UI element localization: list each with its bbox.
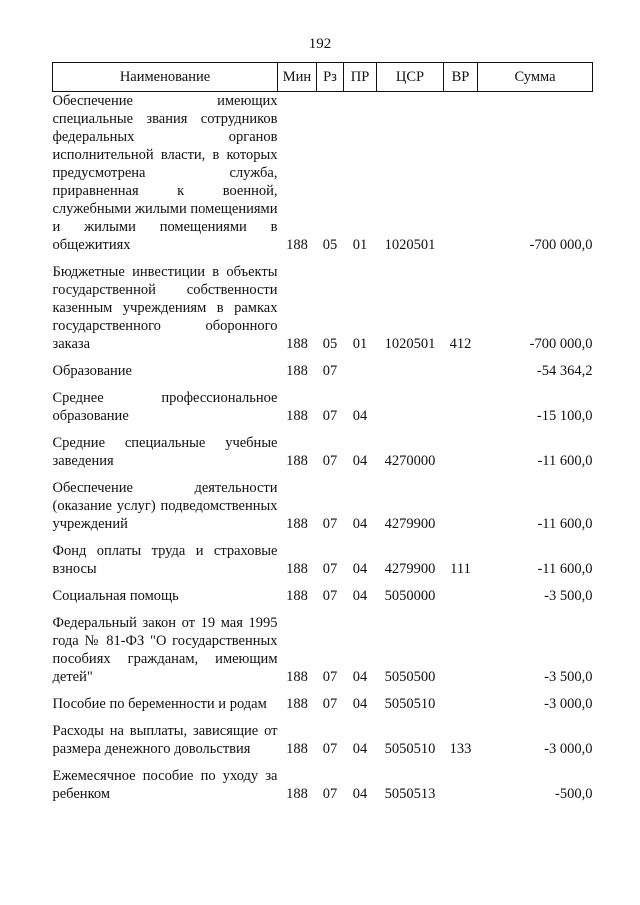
row-pr: 04 xyxy=(352,408,368,424)
row-pr: 04 xyxy=(352,516,368,532)
row-vr xyxy=(444,434,478,470)
row-name: Федеральный закон от 19 мая 1995 года № 81-ФЗ "О государственных пособиях гражданам, имеющим детей" xyxy=(52,615,278,685)
row-spacer-cell xyxy=(53,578,593,587)
row-vr xyxy=(444,614,478,686)
row-sum: -500,0 xyxy=(555,786,593,802)
row-spacer-cell xyxy=(53,353,593,362)
row-vr xyxy=(444,695,478,713)
row-pr xyxy=(344,362,377,380)
row-csr xyxy=(377,362,444,380)
row-name: Бюджетные инвестиции в объекты государственной собственности казенным учреждениям в рамках государственного оборонного заказа xyxy=(52,264,278,352)
row-name: Образование xyxy=(52,363,132,379)
table-body xyxy=(53,92,593,804)
row-name: Обеспечение имеющих специальные звания сотрудников федеральных органов исполнительной власти, в которых предусмотрена служба, приравненная к военной, служебными жилыми помещениями и жилыми помещениями в общежитиях xyxy=(52,93,278,253)
row-spacer-cell xyxy=(53,470,593,479)
row-rz: 07 xyxy=(322,561,338,577)
row-rz: 07 xyxy=(322,696,338,712)
row-sum: -11 600,0 xyxy=(537,561,593,577)
header-name: Наименование xyxy=(53,63,278,92)
row-min: 188 xyxy=(286,453,308,469)
table-row xyxy=(53,542,593,578)
row-pr: 04 xyxy=(352,669,368,685)
row-spacer xyxy=(53,425,593,434)
table-row xyxy=(53,695,593,713)
row-min: 188 xyxy=(286,786,308,802)
row-min: 188 xyxy=(286,363,308,379)
row-rz: 07 xyxy=(322,453,338,469)
row-rz: 07 xyxy=(322,669,338,685)
row-sum: -3 000,0 xyxy=(544,696,593,712)
row-min: 188 xyxy=(286,516,308,532)
row-csr xyxy=(377,389,444,425)
table-row xyxy=(53,587,593,605)
row-csr: 4279900 xyxy=(384,561,436,577)
row-sum: -15 100,0 xyxy=(536,408,593,424)
row-sum: -3 500,0 xyxy=(544,588,593,604)
row-pr: 01 xyxy=(352,336,368,352)
page-number: 192 xyxy=(308,36,332,52)
row-rz: 07 xyxy=(322,588,338,604)
header-rz: Рз xyxy=(317,63,344,92)
row-vr xyxy=(444,479,478,533)
table-row xyxy=(53,722,593,758)
row-rz: 05 xyxy=(322,237,338,253)
row-name: Ежемесячное пособие по уходу за ребенком xyxy=(52,768,278,802)
row-vr xyxy=(444,389,478,425)
row-spacer xyxy=(53,686,593,695)
row-pr: 04 xyxy=(352,741,368,757)
row-name: Фонд оплаты труда и страховые взносы xyxy=(52,543,278,577)
row-min: 188 xyxy=(286,669,308,685)
row-vr xyxy=(444,362,478,380)
row-spacer-cell xyxy=(53,713,593,722)
table-row xyxy=(53,362,593,380)
row-min: 188 xyxy=(286,336,308,352)
row-pr: 04 xyxy=(352,696,368,712)
row-min: 188 xyxy=(286,408,308,424)
row-vr xyxy=(444,767,478,803)
row-csr: 1020501 xyxy=(384,336,436,352)
row-spacer xyxy=(53,353,593,362)
table-header-row xyxy=(53,63,593,92)
header-vr: ВР xyxy=(444,63,478,92)
table-row xyxy=(53,767,593,803)
row-sum: -3 000,0 xyxy=(544,741,593,757)
row-name: Пособие по беременности и родам xyxy=(52,696,267,712)
row-vr xyxy=(444,587,478,605)
row-spacer-cell xyxy=(53,686,593,695)
row-spacer-cell xyxy=(53,758,593,767)
table-row xyxy=(53,614,593,686)
row-csr: 5050513 xyxy=(384,786,436,802)
row-name: Средние специальные учебные заведения xyxy=(52,435,278,469)
row-rz: 05 xyxy=(322,336,338,352)
row-min: 188 xyxy=(286,741,308,757)
header-sum: Сумма xyxy=(478,63,593,92)
budget-table xyxy=(52,62,593,803)
row-pr: 04 xyxy=(352,786,368,802)
row-rz: 07 xyxy=(322,741,338,757)
row-spacer-cell xyxy=(53,254,593,263)
row-csr: 5050510 xyxy=(384,741,436,757)
row-pr: 04 xyxy=(352,453,368,469)
row-sum: -3 500,0 xyxy=(544,669,593,685)
row-rz: 07 xyxy=(322,363,338,379)
row-name: Социальная помощь xyxy=(52,588,179,604)
table-row xyxy=(53,389,593,425)
row-sum: -700 000,0 xyxy=(529,237,593,253)
row-sum: -54 364,2 xyxy=(536,363,593,379)
row-vr: 111 xyxy=(450,561,471,577)
row-csr: 4279900 xyxy=(384,516,436,532)
row-spacer xyxy=(53,470,593,479)
table-row xyxy=(53,479,593,533)
header-pr: ПР xyxy=(344,63,377,92)
row-csr: 4270000 xyxy=(384,453,436,469)
table-row xyxy=(53,263,593,353)
row-vr: 133 xyxy=(449,741,472,757)
row-spacer-cell xyxy=(53,533,593,542)
row-pr: 04 xyxy=(352,561,368,577)
row-spacer xyxy=(53,578,593,587)
row-min: 188 xyxy=(286,696,308,712)
row-rz: 07 xyxy=(322,408,338,424)
row-vr: 412 xyxy=(449,336,472,352)
row-sum: -11 600,0 xyxy=(537,516,593,532)
row-spacer xyxy=(53,605,593,614)
header-min: Мин xyxy=(278,63,317,92)
row-name: Расходы на выплаты, зависящие от размера денежного довольствия xyxy=(52,723,278,757)
header-csr: ЦСР xyxy=(377,63,444,92)
row-name: Среднее профессиональное образование xyxy=(52,390,278,424)
row-spacer xyxy=(53,254,593,263)
row-spacer-cell xyxy=(53,425,593,434)
table-row xyxy=(53,434,593,470)
row-rz: 07 xyxy=(322,516,338,532)
row-min: 188 xyxy=(286,237,308,253)
row-spacer xyxy=(53,533,593,542)
row-pr: 01 xyxy=(352,237,368,253)
row-min: 188 xyxy=(286,561,308,577)
row-min: 188 xyxy=(286,588,308,604)
row-csr: 5050510 xyxy=(384,696,436,712)
row-spacer xyxy=(53,380,593,389)
table-row xyxy=(53,92,593,255)
row-rz: 07 xyxy=(322,786,338,802)
row-spacer-cell xyxy=(53,380,593,389)
row-name: Обеспечение деятельности (оказание услуг) подведомственных учреждений xyxy=(52,480,278,532)
row-vr xyxy=(444,92,478,255)
row-pr: 04 xyxy=(352,588,368,604)
row-spacer xyxy=(53,713,593,722)
row-csr: 5050000 xyxy=(384,588,436,604)
row-csr: 1020501 xyxy=(384,237,436,253)
row-spacer xyxy=(53,758,593,767)
row-sum: -700 000,0 xyxy=(529,336,593,352)
row-spacer-cell xyxy=(53,605,593,614)
row-csr: 5050500 xyxy=(384,669,436,685)
row-sum: -11 600,0 xyxy=(537,453,593,469)
